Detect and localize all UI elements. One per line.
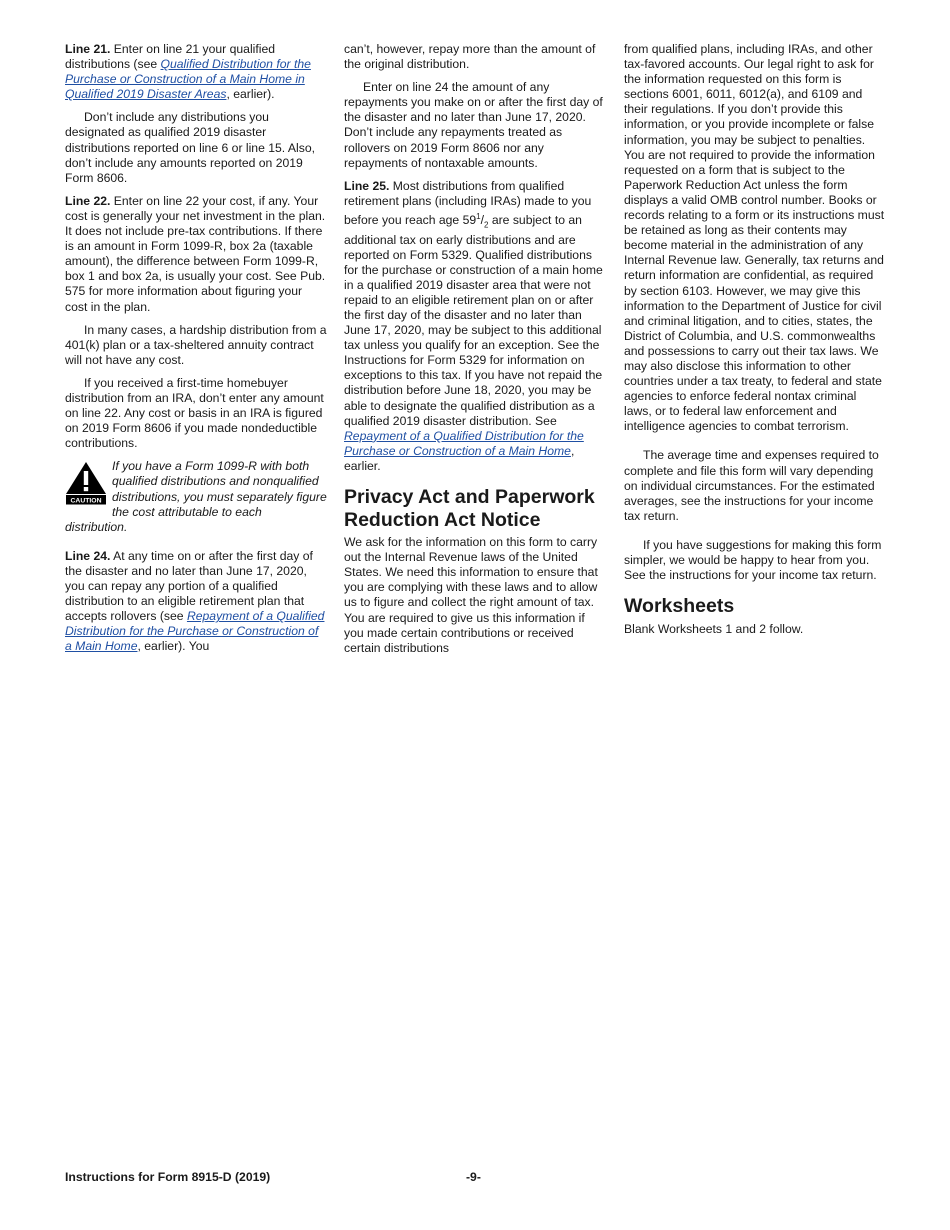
worksheets-heading: Worksheets	[624, 595, 735, 618]
line-21-heading: Line 21.	[65, 42, 111, 56]
caution-text: If you have a Form 1099-R with both qualified distributions and nonqualified distributions, you must separately figure the cost attributable to each distribution.	[65, 459, 327, 534]
line-25-paragraph: Line 25. Most distributions from qualified retirement plans (including IRAs) made to you before you reach age $59^1/_2$ are subject to an additional tax on early distributions and are reported on Form 5329. Qualified distributions for the purchase or construction of a main home in a qualified 2019 disaster area that were not repaid to an eligible retirement plan on or after the first day of the disaster and no later than June 17, 2020, may be subject to this additional tax unless you qualify for an exception. See the Instructions for Form 5329 for information on exceptions to this tax. If you have not repaid the distribution before June 18, 2020, you may be able to designate the qualified distribution as a qualified 2019 disaster distribution. See Repayment of a Qualified Distribution for the Purchase or Construction of a Main Home, earlier.	[344, 178, 603, 473]
link-repayment-qualified-distribution-2[interactable]: Repayment of a Qualified Distribution for the Purchase or Construction of a Main Home	[344, 428, 584, 458]
privacy-act-heading: Privacy Act and Paperwork Reduction Act Notice	[344, 486, 595, 531]
column-1	[65, 42, 327, 662]
line-25-heading: Line 25.	[344, 178, 390, 193]
suggestions-paragraph: If you have suggestions for making this form simpler, we would be happy to hear from you. See the instructions for your income tax return.	[624, 537, 882, 583]
link-qualified-distribution-main-home[interactable]: Qualified Distribution for the Purchase or Construction of a Main Home in Qualified 2019 Disaster Areas	[65, 57, 311, 102]
caution-icon	[65, 461, 107, 505]
caution-box	[65, 459, 327, 534]
line-24-paragraph: Line 24. At any time on or after the first day of the disaster and no later than June 17, 2020, you can repay any portion of a qualified distribution to an eligible retirement plan that accepts rollovers (see Repayment of a Qualified Distribution for the Purchase or Construction of a Main Home, earlier). You	[65, 548, 325, 654]
line-22-heading: Line 22.	[65, 193, 111, 208]
dont-include-paragraph: Don’t include any distributions you designated as qualified 2019 disaster distributions reported on line 6 or line 15. Also, don’t include any amounts reported on 2019 Form 8606.	[65, 110, 315, 185]
caution-label: CAUTION	[70, 497, 102, 505]
privacy-act-paragraph: We ask for the information on this form to carry out the Internal Revenue laws of the United States. We need this information to ensure that you are complying with these laws and to allow us to figure and collect the right amount of tax. You are required to give us this information if you made certain contributions or received certain distributions	[344, 535, 598, 655]
age-fraction: $^1/_2$	[476, 211, 489, 230]
average-time-paragraph: The average time and expenses required to complete and file this form will vary depending on individual circumstances. For the estimated averages, see the instructions for your income tax return.	[624, 448, 879, 523]
link-repayment-qualified-distribution[interactable]: Repayment of a Qualified Distribution for the Purchase or Construction of a Main Home	[65, 609, 325, 654]
line-22-paragraph: Line 22. Enter on line 22 your cost, if any. Your cost is generally your net investment in the plan. It does not include pre-tax contributions. If there is an amount in Form 1099-R, box 2a (taxable amount), the difference between Form 1099-R, box 1 and box 2a, is usually your cost. See Pub. 575 for more information about figuring your cost in the plan.	[65, 193, 326, 314]
footer-page-number: -9-	[466, 1170, 481, 1184]
hardship-paragraph: In many cases, a hardship distribution from a 401(k) plan or a tax-sheltered annuity contract will not have any cost.	[65, 322, 327, 367]
worksheets-paragraph: Blank Worksheets 1 and 2 follow.	[624, 621, 804, 636]
line-24-enter-paragraph: Enter on line 24 the amount of any repayments you make on or after the first day of the disaster and no later than June 17, 2020. Don’t include any repayments treated as rollovers on 2019 Form 8606 nor any repayments of nontaxable amounts.	[344, 80, 603, 170]
line-24-heading: Line 24.	[65, 548, 111, 563]
footer-form-title: Instructions for Form 8915-D (2019)	[65, 1170, 271, 1184]
line-21-paragraph: Line 21. Enter on line 21 your qualified distributions (see Qualified Distribution for the Purchase or Construction of a Main Home in Qualified 2019 Disaster Areas, earlier).	[65, 42, 311, 102]
column-3	[624, 42, 886, 645]
privacy-act-continuation: from qualified plans, including IRAs, and other tax-favored accounts. Our legal right to ask for the information requested on this form is sections 6001, 6011, 6012(a), and 6109 and their regulations. If you don’t provide this information, or you provide incomplete or false information, you may be subject to penalties. You are not required to provide the information requested on a form that is subject to the Paperwork Reduction Act unless the form displays a valid OMB control number. Books or records relating to a form or its instructions must be retained as long as their contents may become material in the administration of any Internal Revenue law. Generally, tax returns and return information are confidential, as required by section 6103. However, we may give this information to the Department of Justice for civil and criminal litigation, and to cities, states, the District of Columbia, and U.S. commonwealths and possessions to carry out their tax laws. We may also disclose this information to other countries under a tax treaty, to federal and state agencies to enforce federal nontax criminal laws, or to federal law enforcement and intelligence agencies to combat terrorism.	[624, 42, 885, 434]
repay-continuation-paragraph: can’t, however, repay more than the amount of the original distribution.	[344, 42, 596, 72]
column-2	[344, 42, 607, 664]
homebuyer-paragraph: If you received a first-time homebuyer distribution from an IRA, don’t enter any amount on line 22. Any cost or basis in an IRA is figured on 2019 Form 8606 if you made nondeductible contributions.	[65, 375, 324, 451]
